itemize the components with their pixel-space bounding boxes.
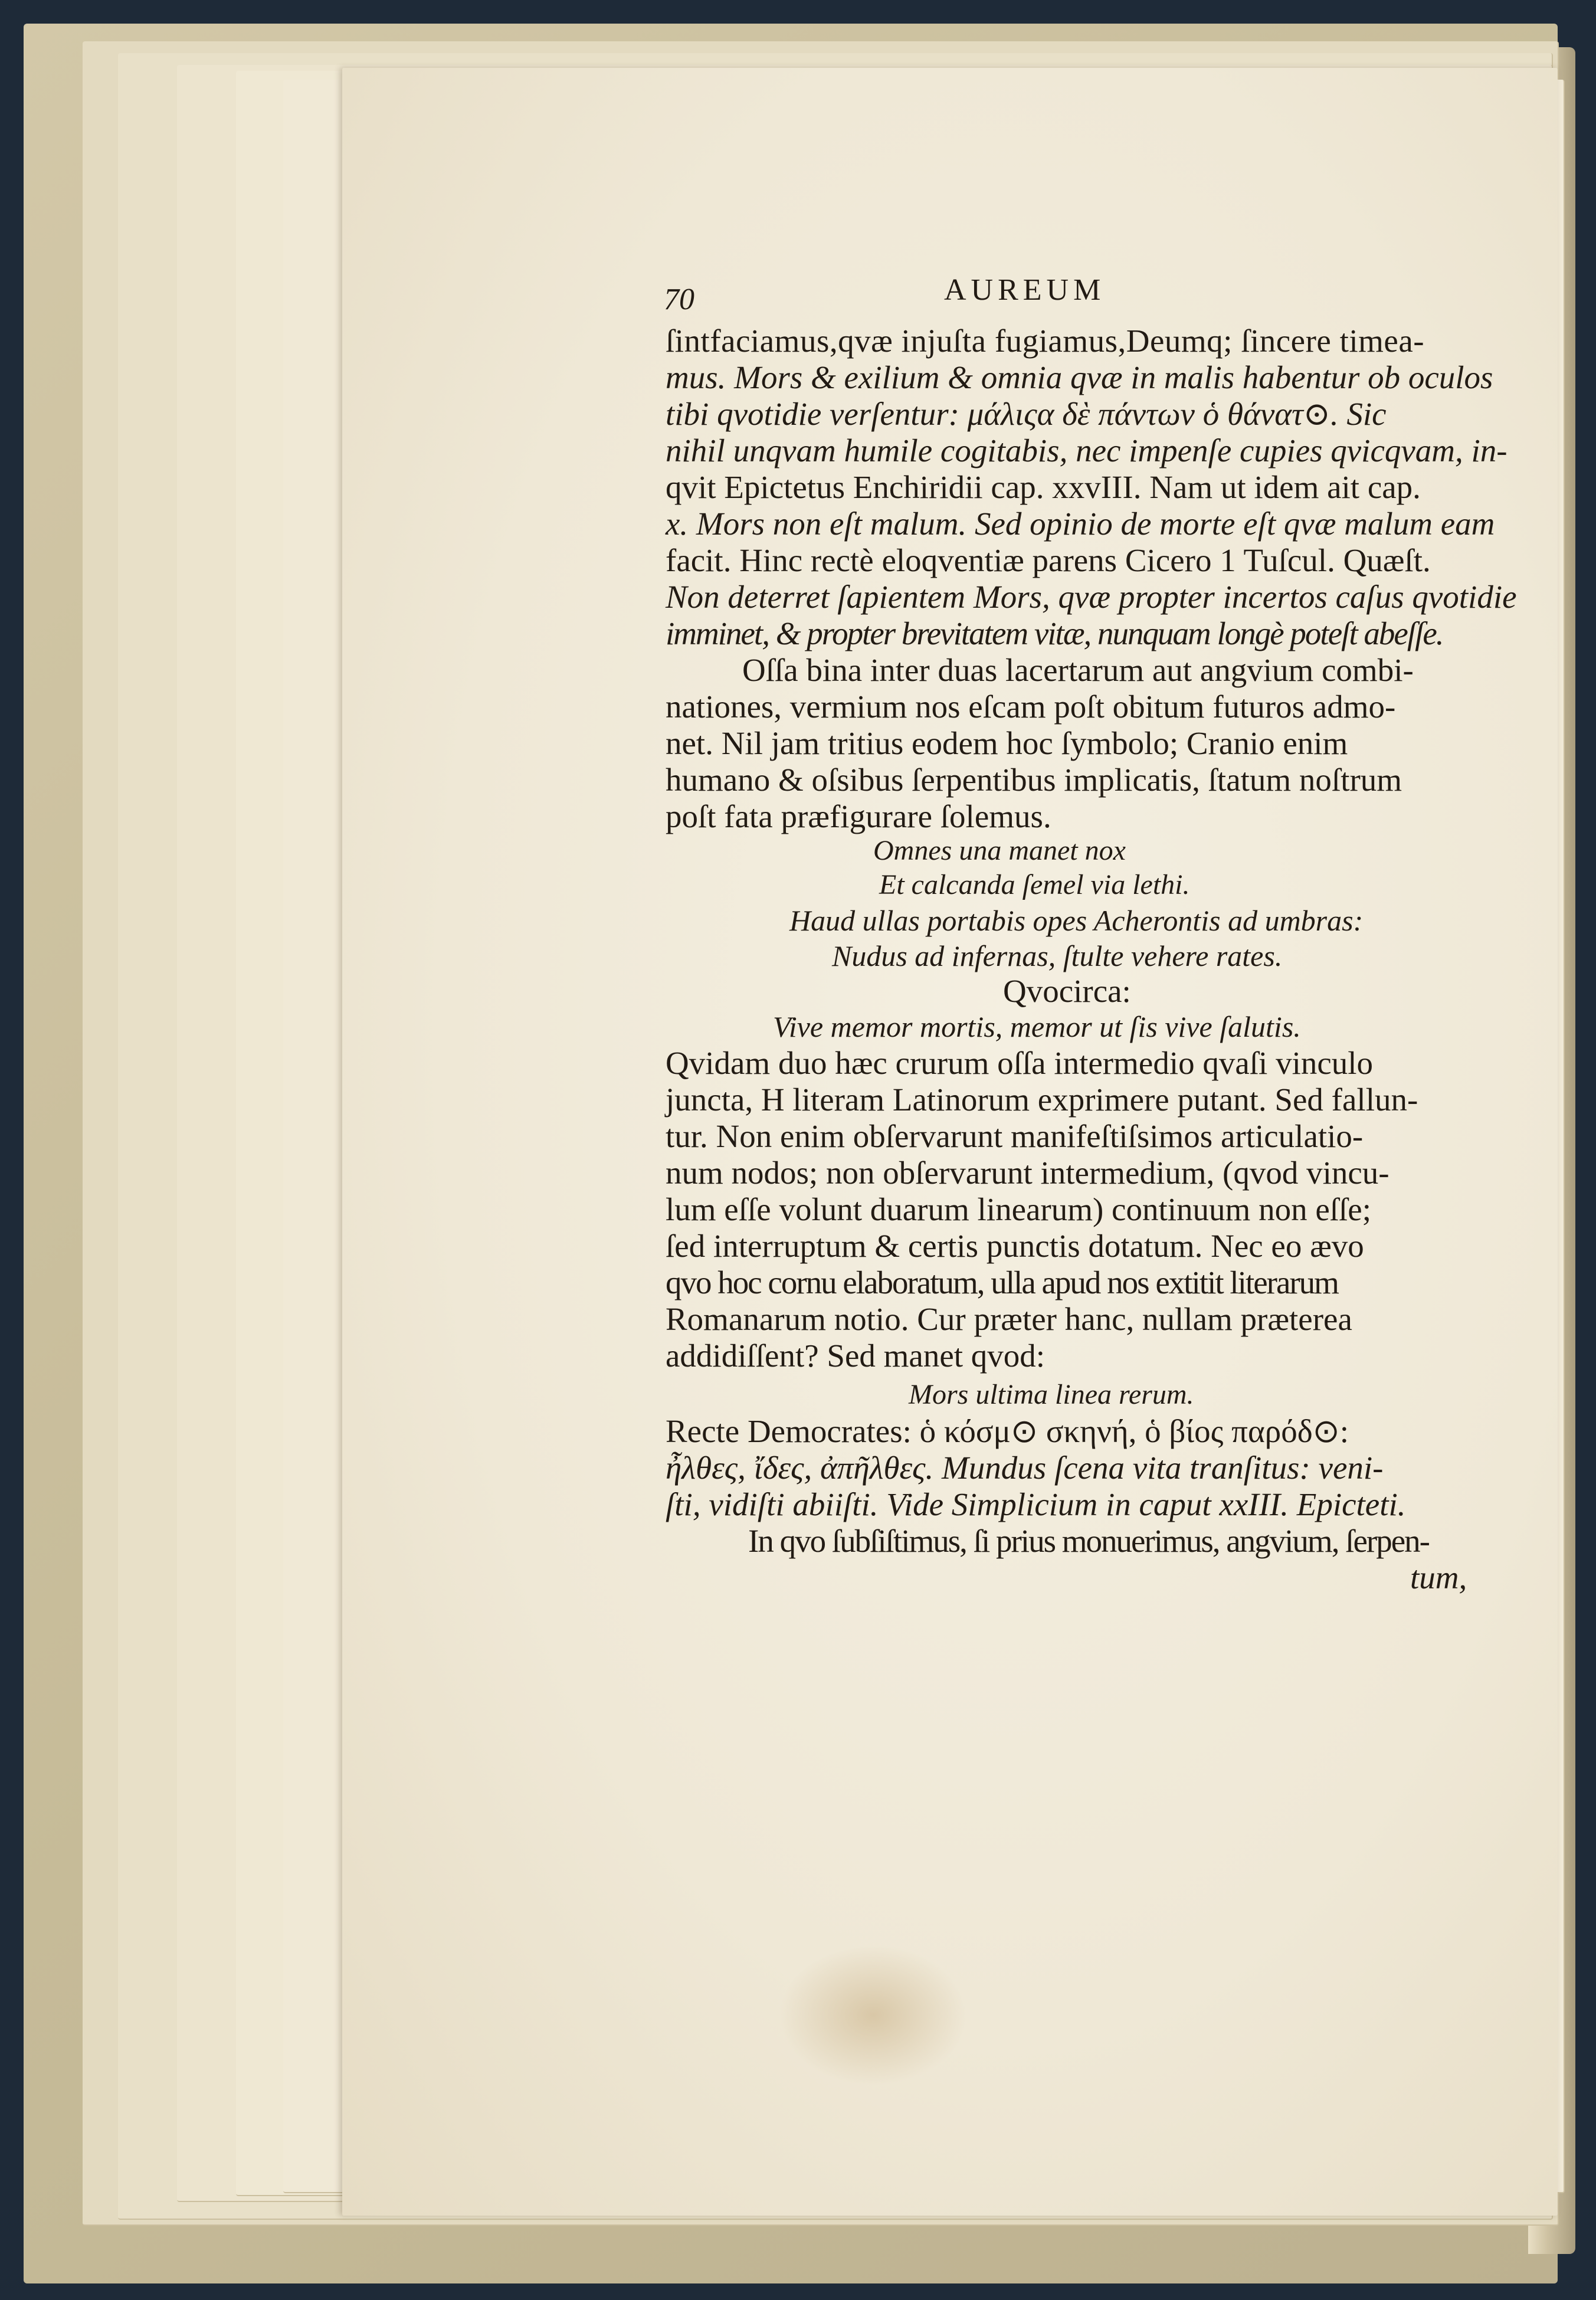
verse-line: Haud ullas portabis opes Acherontis ad umbras: bbox=[789, 904, 1364, 937]
text-line: Recte Democrates: ὁ κόσμ⊙ σκηνή, ὁ βίος παρόδ⊙: bbox=[666, 1413, 1349, 1449]
text-line: ἦλθες, ἴδες, ἀπῆλθες. Mundus ſcena vita tranſitus: veni- bbox=[666, 1450, 1384, 1486]
text-line: nationes, vermium nos eſcam poſt obitum futuros admo- bbox=[666, 689, 1396, 725]
text-line: humano & oſsibus ſerpentibus implicatis, ſtatum noſtrum bbox=[666, 762, 1402, 798]
text-line: qvit Epictetus Enchiridii cap. xxvIII. Nam ut idem ait cap. bbox=[666, 469, 1421, 505]
text-line: mus. Mors & exilium & omnia qvæ in malis habentur ob oculos bbox=[666, 359, 1493, 395]
verse-line: Nudus ad infernas, ſtulte vehere rates. bbox=[832, 939, 1283, 972]
running-head: AUREUM bbox=[944, 273, 1106, 307]
text-line: x. Mors non eſt malum. Sed opinio de morte eſt qvæ malum eam bbox=[666, 506, 1495, 542]
text-line: nihil unqvam humile cogitabis, nec impenſe cupies qvicqvam, in- bbox=[666, 433, 1507, 468]
text-line: ſti, vidiſti abiiſti. Vide Simplicium in caput xxIII. Epicteti. bbox=[666, 1486, 1406, 1522]
text-line: juncta, H literam Latinorum exprimere putant. Sed fallun- bbox=[666, 1082, 1418, 1118]
text-line: addidiſſent? Sed manet qvod: bbox=[666, 1338, 1046, 1374]
page-number: 70 bbox=[664, 283, 694, 316]
water-stain bbox=[779, 1944, 968, 2086]
catchword: tum, bbox=[1410, 1559, 1467, 1595]
text-line: ſed interruptum & certis punctis dotatum. Nec eo ævo bbox=[666, 1228, 1364, 1264]
text-line: tur. Non enim obſervarunt manifeſtiſsimos articulatio- bbox=[666, 1118, 1364, 1154]
verse-line: Qvocirca: bbox=[1003, 973, 1131, 1009]
text-line: Romanarum notio. Cur præter hanc, nullam præterea bbox=[666, 1301, 1352, 1337]
text-line: In qvo ſubſiſtimus, ſi prius monuerimus, angvium, ſerpen- bbox=[748, 1523, 1429, 1559]
text-line: ſintfaciamus,qvæ injuſta fugiamus,Deumq; ſincere timea- bbox=[666, 323, 1425, 359]
text-line: tibi qvotidie verſentur: μάλιςα δὲ πάντων ὁ θάνατ⊙. Sic bbox=[666, 396, 1387, 432]
text-line: poſt fata præfigurare ſolemus. bbox=[666, 798, 1051, 834]
text-line: Qvidam duo hæc crurum oſſa intermedio qvaſi vinculo bbox=[666, 1045, 1374, 1081]
verse-line: Et calcanda ſemel via lethi. bbox=[879, 869, 1190, 900]
text-line: imminet, & propter brevitatem vitæ, nunquam longè poteſt abeſſe. bbox=[666, 615, 1443, 651]
text-line: num nodos; non obſervarunt intermedium, (qvod vincu- bbox=[666, 1155, 1389, 1191]
verse-line: Vive memor mortis, memor ut ſis vive ſalutis. bbox=[773, 1010, 1301, 1043]
text-line: facit. Hinc rectè eloqventiæ parens Cicero 1 Tuſcul. Quæſt. bbox=[666, 542, 1431, 578]
text-line: qvo hoc cornu elaboratum, ulla apud nos extitit literarum bbox=[666, 1264, 1338, 1300]
text-line: lum eſſe volunt duarum linearum) continuum non eſſe; bbox=[666, 1191, 1371, 1227]
text-line: Non deterret ſapientem Mors, qvæ propter incertos caſus qvotidie bbox=[666, 579, 1517, 615]
text-line: Oſſa bina inter duas lacertarum aut angvium combi- bbox=[742, 652, 1414, 688]
quote-line: Mors ultima linea rerum. bbox=[909, 1379, 1194, 1410]
text-line: net. Nil jam tritius eodem hoc ſymbolo; Cranio enim bbox=[666, 725, 1348, 761]
verse-line: Omnes una manet nox bbox=[873, 835, 1126, 866]
